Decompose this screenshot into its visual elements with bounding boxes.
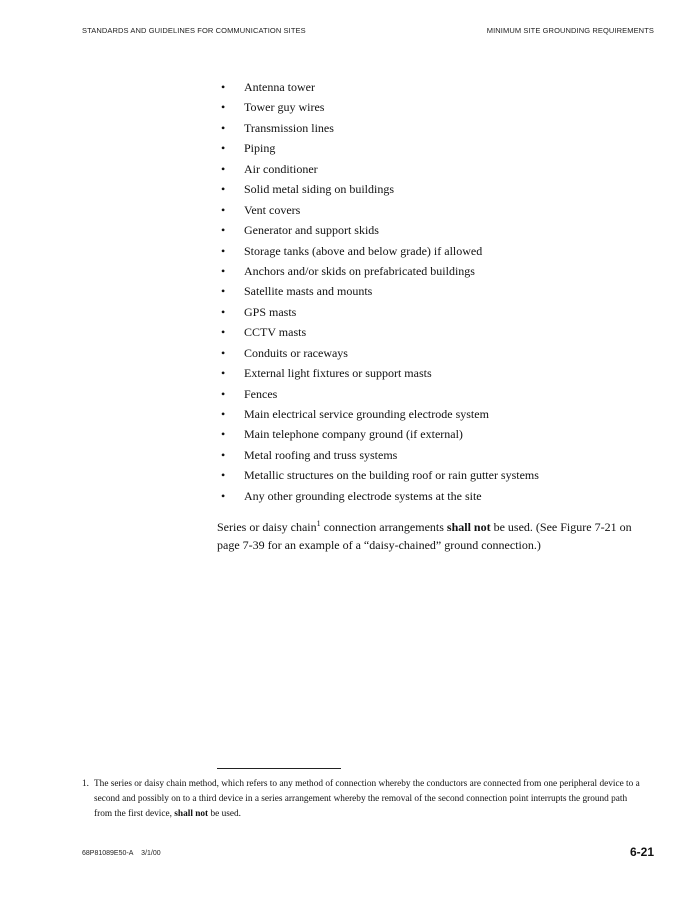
bullet-icon: •: [221, 325, 226, 340]
list-item-text: Fences: [244, 386, 278, 401]
list-item: [221, 118, 539, 138]
bullet-icon: •: [221, 263, 226, 278]
daisy-chain-paragraph: [217, 518, 657, 554]
list-item: [221, 159, 539, 179]
list-item-text: Piping: [244, 141, 276, 156]
list-item: [221, 486, 539, 506]
grounding-items-list: [221, 77, 539, 506]
list-item: [221, 138, 539, 158]
list-item-text: Antenna tower: [244, 80, 315, 94]
running-header-left: STANDARDS AND GUIDELINES FOR COMMUNICATION SITES: [82, 26, 306, 35]
list-item-text: Vent covers: [244, 202, 301, 217]
bullet-icon: •: [221, 243, 226, 258]
bullet-icon: •: [221, 141, 226, 156]
list-item: [221, 343, 539, 363]
bullet-icon: •: [221, 182, 226, 197]
list-item: [221, 241, 539, 261]
list-item-text: Generator and support skids: [244, 223, 379, 238]
bullet-icon: •: [221, 161, 226, 176]
list-item: [221, 261, 539, 281]
footnote-ref[interactable]: 1: [316, 519, 321, 528]
list-item-text: Conduits or raceways: [244, 345, 348, 360]
footnote-text-1: The series or daisy chain method, which refers to any method of connection whereby the conductors are connected from one peripheral device to a second and possibly on to a third device in a series arrangement whereby the removal of the second connection point interrupts the ground path from the first device,: [94, 779, 640, 819]
list-item: [221, 200, 539, 220]
list-item-text: Tower guy wires: [244, 100, 325, 115]
bullet-icon: •: [221, 468, 226, 483]
bullet-icon: •: [221, 304, 226, 319]
bullet-icon: •: [221, 223, 226, 238]
list-item-text: Main electrical service grounding electrode system: [244, 407, 489, 421]
list-item: [221, 97, 539, 117]
list-item: [221, 465, 539, 485]
bullet-icon: •: [221, 120, 226, 135]
doc-number: 68P81089E50-A: [82, 850, 134, 857]
para-text-2: connection arrangements: [320, 520, 447, 534]
document-id: [82, 850, 161, 857]
list-item: [221, 445, 539, 465]
bullet-icon: •: [221, 202, 226, 217]
bullet-icon: •: [221, 80, 226, 94]
running-header-right: MINIMUM SITE GROUNDING REQUIREMENTS: [486, 26, 654, 35]
footnote-text-2: be used.: [208, 809, 241, 819]
list-item-text: GPS masts: [244, 304, 297, 319]
para-emphasis: shall not: [446, 520, 491, 534]
para-text-1: Series or daisy chain: [217, 520, 317, 534]
bullet-icon: •: [221, 427, 226, 442]
footnote: [82, 777, 642, 822]
list-item-text: Anchors and/or skids on prefabricated buildings: [244, 263, 475, 278]
list-item-text: Solid metal siding on buildings: [244, 182, 395, 197]
list-item: [221, 322, 539, 342]
list-item-text: CCTV masts: [244, 325, 307, 340]
list-item: [221, 363, 539, 383]
list-item-text: External light fixtures or support masts: [244, 366, 432, 381]
list-item: [221, 77, 539, 97]
list-item: [221, 179, 539, 199]
list-item-text: Metallic structures on the building roof or rain gutter systems: [244, 468, 539, 483]
bullet-icon: •: [221, 386, 226, 401]
list-item-text: Storage tanks (above and below grade) if allowed: [244, 243, 483, 258]
list-item: [221, 384, 539, 404]
bullet-icon: •: [221, 447, 226, 462]
list-item-text: Metal roofing and truss systems: [244, 447, 398, 462]
bullet-icon: •: [221, 100, 226, 115]
para-text-3: be used. (See Figure 7-21 on page 7-39 for an example of a “daisy-chained” ground connection.): [217, 520, 632, 552]
list-item: [221, 281, 539, 301]
bullet-icon: •: [221, 345, 226, 360]
list-item-text: Any other grounding electrode systems at the site: [244, 488, 482, 503]
footnote-emphasis: shall not: [174, 809, 209, 819]
list-item: [221, 404, 539, 424]
doc-date: 3/1/00: [141, 850, 161, 857]
footnote-number: 1.: [82, 779, 89, 789]
list-item: [221, 220, 539, 240]
footnote-separator: [217, 768, 341, 769]
page-number: 6-21: [629, 845, 654, 859]
list-item-text: Air conditioner: [244, 161, 318, 176]
list-item-text: Main telephone company ground (if external): [244, 427, 463, 442]
list-item: [221, 302, 539, 322]
bullet-icon: •: [221, 407, 226, 421]
bullet-icon: •: [221, 284, 226, 299]
list-item: [221, 424, 539, 444]
list-item-text: Transmission lines: [244, 120, 334, 135]
bullet-icon: •: [221, 488, 226, 503]
list-item-text: Satellite masts and mounts: [244, 284, 373, 299]
bullet-icon: •: [221, 366, 226, 381]
